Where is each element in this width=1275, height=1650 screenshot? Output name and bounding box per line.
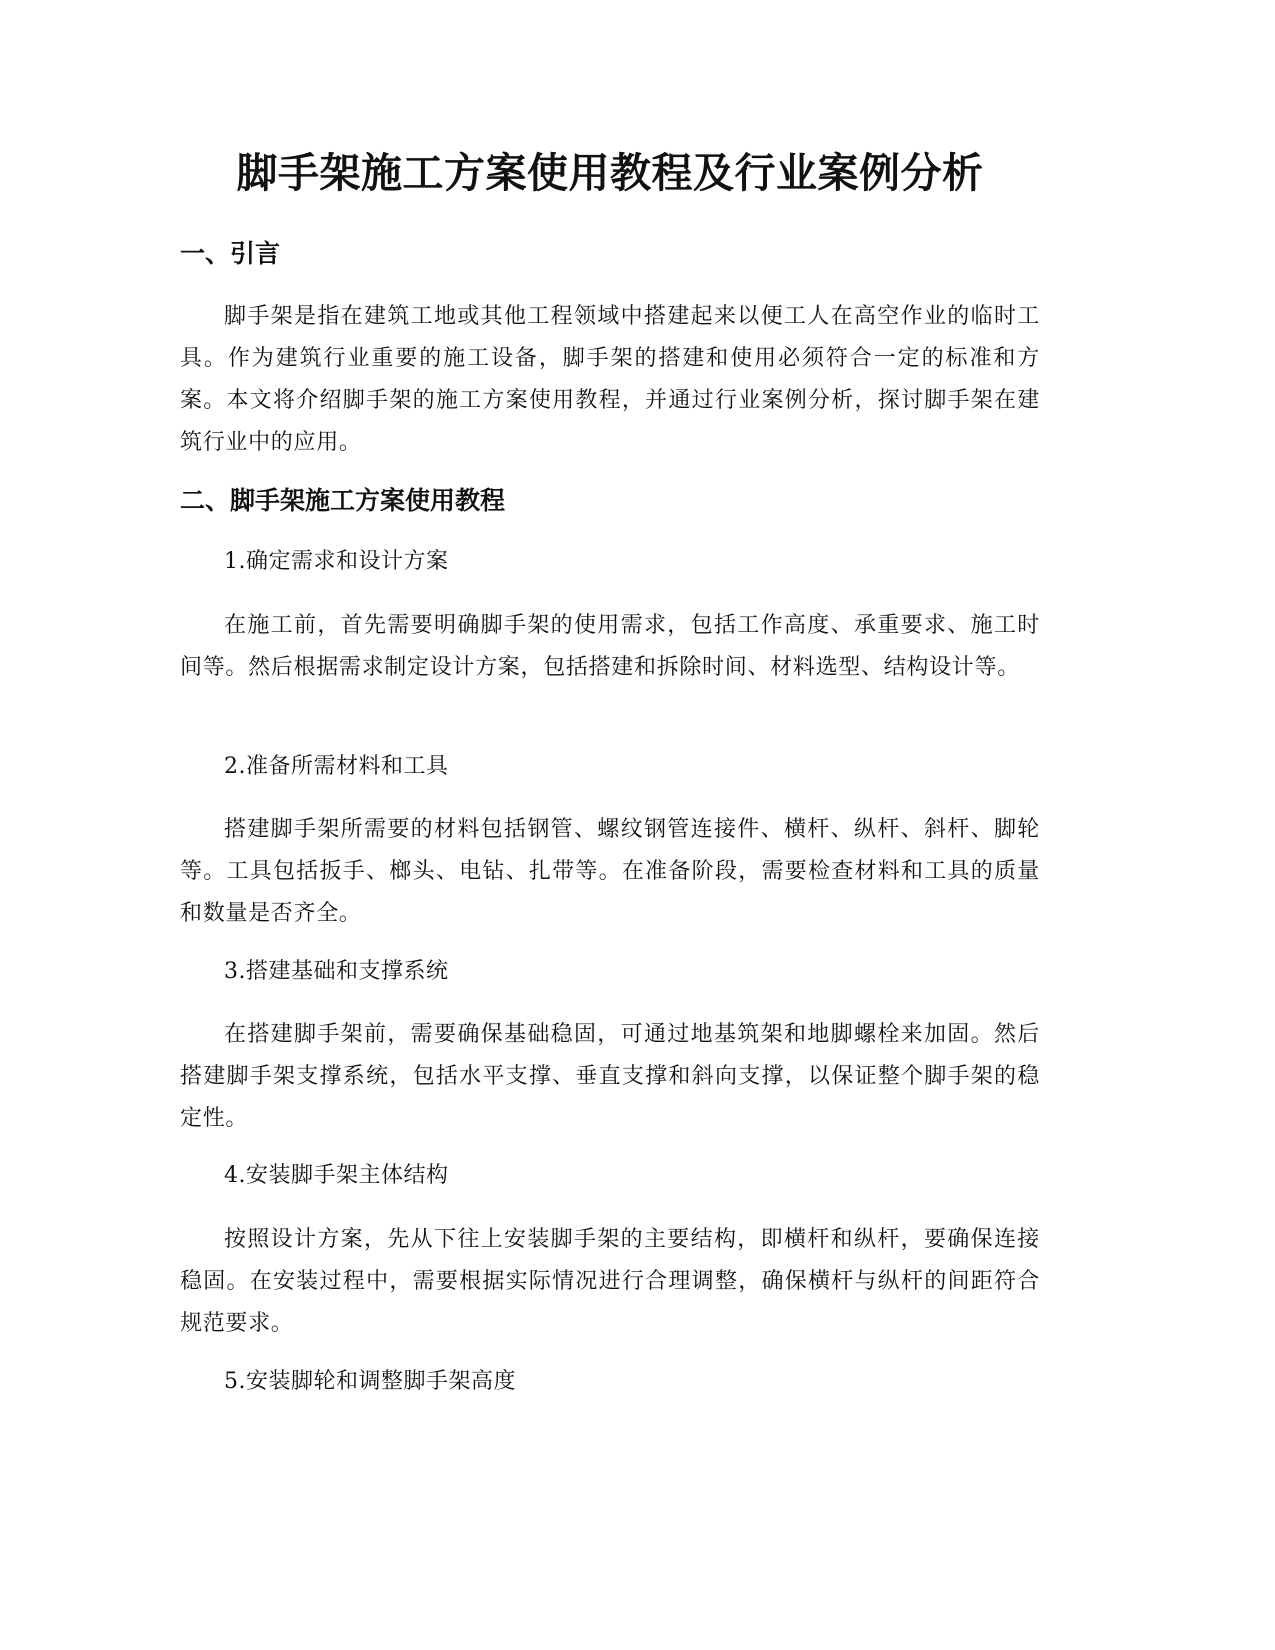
step-4-title: 4.安装脚手架主体结构	[224, 1163, 449, 1188]
step-4-paragraph: 按照设计方案，先从下往上安装脚手架的主要结构，即横杆和纵杆，要确保连接稳固。在安装过程中，需要根据实际情况进行合理调整，确保横杆与纵杆的间距符合规范要求。	[180, 1227, 1040, 1336]
step-1-paragraph: 在施工前，首先需要明确脚手架的使用需求，包括工作高度、承重要求、施工时间等。然后根据需求制定设计方案，包括搭建和拆除时间、材料选型、结构设计等。	[180, 613, 1040, 680]
step-2-paragraph: 搭建脚手架所需要的材料包括钢管、螺纹钢管连接件、横杆、纵杆、斜杆、脚轮等。工具包括扳手、榔头、电钻、扎带等。在准备阶段，需要检查材料和工具的质量和数量是否齐全。	[180, 817, 1040, 926]
step-2-title: 2.准备所需材料和工具	[224, 754, 449, 779]
section-heading-tutorial: 二、脚手架施工方案使用教程	[180, 486, 506, 515]
step-1-title: 1.确定需求和设计方案	[224, 549, 449, 574]
section-heading-introduction: 一、引言	[180, 239, 281, 268]
step-3-title: 3.搭建基础和支撑系统	[224, 959, 449, 984]
intro-paragraph: 脚手架是指在建筑工地或其他工程领域中搭建起来以便工人在高空作业的临时工具。作为建筑行业重要的施工设备，脚手架的搭建和使用必须符合一定的标准和方案。本文将介绍脚手架的施工方案使用教程，并通过行业案例分析，探讨脚手架在建筑行业中的应用。	[180, 304, 1040, 455]
step-5-title: 5.安装脚轮和调整脚手架高度	[224, 1369, 516, 1394]
document-title: 脚手架施工方案使用教程及行业案例分析	[236, 149, 984, 197]
document-page	[180, 0, 1040, 1650]
step-3-paragraph: 在搭建脚手架前，需要确保基础稳固，可通过地基筑架和地脚螺栓来加固。然后搭建脚手架支撑系统，包括水平支撑、垂直支撑和斜向支撑，以保证整个脚手架的稳定性。	[180, 1022, 1040, 1131]
